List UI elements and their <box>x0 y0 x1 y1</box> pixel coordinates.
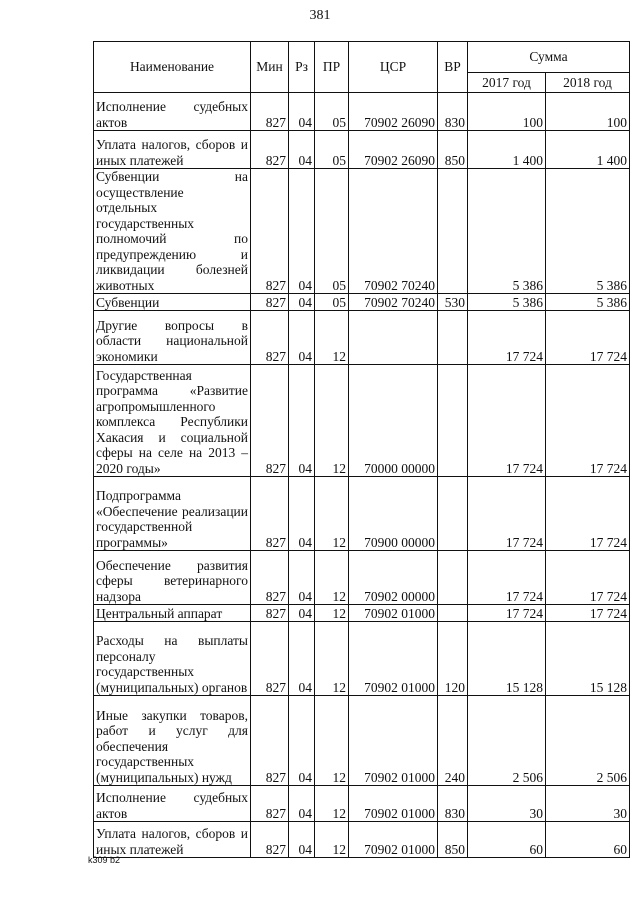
row-sum-2017: 1 400 <box>468 131 546 169</box>
row-rz: 04 <box>289 93 315 131</box>
table-row <box>94 551 630 605</box>
table-row <box>94 786 630 822</box>
row-sum-2018: 60 <box>546 822 630 858</box>
row-min: 827 <box>251 311 289 365</box>
row-vr <box>438 311 468 365</box>
row-pr: 12 <box>315 622 349 696</box>
row-vr: 240 <box>438 696 468 786</box>
row-min: 827 <box>251 786 289 822</box>
row-name: Другие вопросы в области национальной экономики <box>94 311 251 365</box>
row-rz: 04 <box>289 477 315 551</box>
row-pr: 05 <box>315 131 349 169</box>
row-rz: 04 <box>289 622 315 696</box>
table-row <box>94 822 630 858</box>
row-min: 827 <box>251 93 289 131</box>
row-rz: 04 <box>289 786 315 822</box>
row-pr: 12 <box>315 696 349 786</box>
row-sum-2017: 5 386 <box>468 294 546 311</box>
row-rz: 04 <box>289 294 315 311</box>
row-csr: 70902 00000 <box>349 551 438 605</box>
row-pr: 05 <box>315 169 349 294</box>
row-csr: 70902 01000 <box>349 622 438 696</box>
row-vr <box>438 365 468 477</box>
row-pr: 12 <box>315 311 349 365</box>
row-name: Исполнение судебных актов <box>94 786 251 822</box>
row-sum-2018: 2 506 <box>546 696 630 786</box>
row-rz: 04 <box>289 131 315 169</box>
row-vr: 120 <box>438 622 468 696</box>
row-rz: 04 <box>289 822 315 858</box>
row-sum-2018: 5 386 <box>546 169 630 294</box>
table-row <box>94 477 630 551</box>
row-vr: 850 <box>438 131 468 169</box>
row-rz: 04 <box>289 696 315 786</box>
row-csr: 70900 00000 <box>349 477 438 551</box>
row-name: Субвенции на осуществление отдельных государственных полномочий по предупреждению и ликвидации болезней животных <box>94 169 251 294</box>
row-name: Исполнение судебных актов <box>94 93 251 131</box>
row-name: Подпрограмма «Обеспечение реализации государственной программы» <box>94 477 251 551</box>
row-csr: 70902 01000 <box>349 786 438 822</box>
row-rz: 04 <box>289 605 315 622</box>
row-name: Уплата налогов, сборов и иных платежей <box>94 822 251 858</box>
row-csr: 70902 26090 <box>349 131 438 169</box>
table-row <box>94 169 630 294</box>
row-sum-2018: 1 400 <box>546 131 630 169</box>
header-rz: Рз <box>289 42 315 93</box>
row-csr <box>349 311 438 365</box>
row-min: 827 <box>251 822 289 858</box>
row-sum-2018: 17 724 <box>546 477 630 551</box>
header-pr: ПР <box>315 42 349 93</box>
budget-table <box>93 41 630 858</box>
row-sum-2018: 15 128 <box>546 622 630 696</box>
header-vr: ВР <box>438 42 468 93</box>
row-vr: 850 <box>438 822 468 858</box>
header-csr: ЦСР <box>349 42 438 93</box>
row-rz: 04 <box>289 311 315 365</box>
row-min: 827 <box>251 605 289 622</box>
row-pr: 05 <box>315 93 349 131</box>
row-pr: 12 <box>315 786 349 822</box>
row-pr: 05 <box>315 294 349 311</box>
row-rz: 04 <box>289 551 315 605</box>
row-vr <box>438 477 468 551</box>
row-name: Центральный аппарат <box>94 605 251 622</box>
row-name: Уплата налогов, сборов и иных платежей <box>94 131 251 169</box>
header-name: Наименование <box>94 42 251 93</box>
row-name: Иные закупки товаров, работ и услуг для обеспечения государственных (муниципальных) нужд <box>94 696 251 786</box>
row-name: Обеспечение развития сферы ветеринарного надзора <box>94 551 251 605</box>
row-sum-2018: 17 724 <box>546 551 630 605</box>
row-min: 827 <box>251 169 289 294</box>
row-csr: 70902 70240 <box>349 169 438 294</box>
row-name: Расходы на выплаты персоналу государственных (муниципальных) органов <box>94 622 251 696</box>
table-row <box>94 365 630 477</box>
row-rz: 04 <box>289 365 315 477</box>
row-csr: 70902 70240 <box>349 294 438 311</box>
row-sum-2017: 17 724 <box>468 365 546 477</box>
row-sum-2017: 17 724 <box>468 477 546 551</box>
row-min: 827 <box>251 365 289 477</box>
table-row <box>94 131 630 169</box>
row-vr <box>438 551 468 605</box>
table-row <box>94 311 630 365</box>
row-sum-2017: 30 <box>468 786 546 822</box>
header-year-2018: 2018 год <box>546 73 630 93</box>
page-number: 381 <box>309 8 331 23</box>
row-sum-2017: 5 386 <box>468 169 546 294</box>
row-min: 827 <box>251 294 289 311</box>
row-pr: 12 <box>315 365 349 477</box>
table-row <box>94 622 630 696</box>
row-csr: 70902 01000 <box>349 822 438 858</box>
table-row <box>94 93 630 131</box>
row-sum-2017: 60 <box>468 822 546 858</box>
row-vr: 830 <box>438 93 468 131</box>
row-vr: 830 <box>438 786 468 822</box>
row-sum-2017: 17 724 <box>468 311 546 365</box>
row-sum-2017: 17 724 <box>468 605 546 622</box>
row-csr: 70902 01000 <box>349 696 438 786</box>
row-sum-2018: 17 724 <box>546 365 630 477</box>
row-min: 827 <box>251 696 289 786</box>
row-sum-2017: 2 506 <box>468 696 546 786</box>
row-sum-2018: 17 724 <box>546 605 630 622</box>
row-vr <box>438 169 468 294</box>
footer-code: k309 b2 <box>88 855 121 865</box>
row-pr: 12 <box>315 822 349 858</box>
table-row <box>94 605 630 622</box>
table-body <box>94 93 630 858</box>
row-sum-2018: 100 <box>546 93 630 131</box>
row-pr: 12 <box>315 477 349 551</box>
row-name: Государственная программа «Развитие агропромышленного комплекса Республики Хакасия и социальной сферы на селе на 2013 – 2020 годы» <box>94 365 251 477</box>
row-sum-2018: 30 <box>546 786 630 822</box>
row-vr: 530 <box>438 294 468 311</box>
row-sum-2017: 17 724 <box>468 551 546 605</box>
row-pr: 12 <box>315 605 349 622</box>
row-rz: 04 <box>289 169 315 294</box>
row-sum-2017: 100 <box>468 93 546 131</box>
row-sum-2017: 15 128 <box>468 622 546 696</box>
header-min: Мин <box>251 42 289 93</box>
row-csr: 70000 00000 <box>349 365 438 477</box>
row-min: 827 <box>251 131 289 169</box>
header-year-2017: 2017 год <box>468 73 546 93</box>
row-min: 827 <box>251 551 289 605</box>
table-row <box>94 294 630 311</box>
row-pr: 12 <box>315 551 349 605</box>
row-vr <box>438 605 468 622</box>
row-name: Субвенции <box>94 294 251 311</box>
row-csr: 70902 01000 <box>349 605 438 622</box>
row-csr: 70902 26090 <box>349 93 438 131</box>
header-sum: Сумма <box>468 42 630 73</box>
row-min: 827 <box>251 477 289 551</box>
row-sum-2018: 5 386 <box>546 294 630 311</box>
table-row <box>94 696 630 786</box>
row-sum-2018: 17 724 <box>546 311 630 365</box>
row-min: 827 <box>251 622 289 696</box>
